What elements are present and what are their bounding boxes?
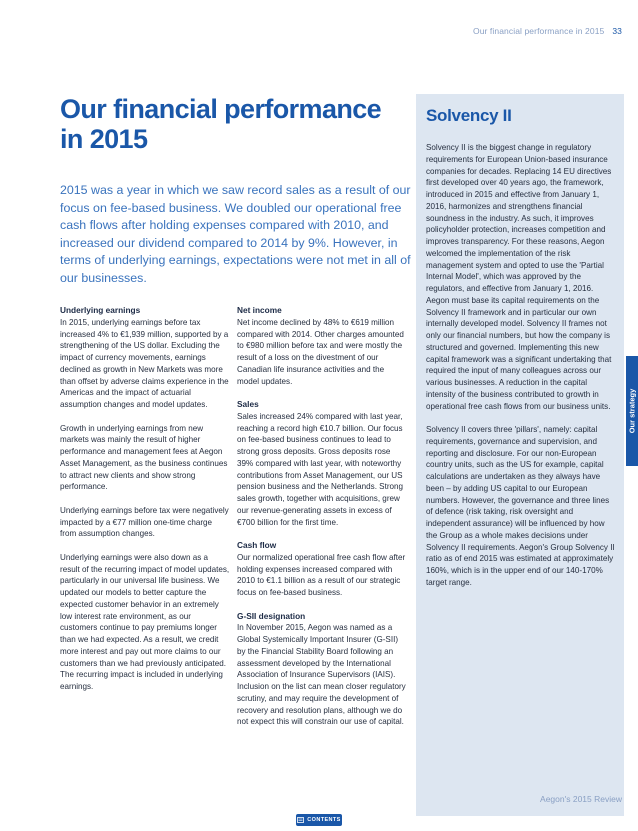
page-number: 33 (612, 26, 622, 36)
left-paragraph: In 2015, underlying earnings before tax increased 4% to €1,939 million, supported by a strengthening of the US dollar. Excluding the impact of currency movements, earnings declined as growth in New Markets was more than offset by adverse claims experience in the Americas and the impact of actuarial assumption changes and model updates. (60, 317, 229, 409)
left-paragraph: Growth in underlying earnings from new markets was mainly the result of higher performance and management fees at Aegon Asset Management, as the business continues to attract new clients and show strong performance. (60, 423, 228, 492)
running-header (473, 26, 622, 36)
intro-paragraph: 2015 was a year in which we saw record sales as a result of our focus on fee-based business. We doubled our operational free cash flows after holding expenses compared with 2010, and increased our dividend compared to 2014 by 9%. However, in terms of underlying earnings, expectations were not met in all of our businesses. (60, 183, 411, 285)
left-column (60, 305, 230, 705)
net-income-heading: Net income (237, 305, 282, 315)
net-income-text: Net income declined by 48% to €619 million compared with 2014. Other charges amounted to €980 million before tax and were mostly the result of a loss on the divestment of our Canadian life insurance activities and the model updates. (237, 317, 404, 386)
sales-heading: Sales (237, 399, 259, 409)
left-paragraph: Underlying earnings before tax were negatively impacted by a €77 million one-time charge from assumption changes. (60, 505, 229, 539)
header-section-title: Our financial performance in 2015 (473, 26, 605, 36)
sidebar-title: Solvency II (426, 106, 512, 125)
sidebar-body (426, 142, 616, 600)
sales-text: Sales increased 24% compared with last year, reaching a record high €10.7 billion. Our focus on fee-based business continues to lead to strong gross deposits. Gross deposits rose 39% compared with last year, with noteworthy contributions from Asset Management, our US pension business and the Netherlands. Strong sales growth, together with acquisitions, grew our revenue-generating assets in excess of €700 billion for the first time. (237, 411, 404, 527)
contents-label: CONTENTS (307, 817, 341, 823)
contents-button[interactable] (296, 814, 342, 826)
left-paragraph: Underlying earnings were also down as a result of the recurring impact of model updates, particularly in our universal life business. We updated our models to better capture the expected customer behavior in an extremely low interest rate environment, as our customers continue to pay premiums longer than we had expected. As a result, we credit more interest and pay out more claims to our customers than we had previously anticipated. The recurring impact is included in underlying earnings. (60, 552, 230, 691)
our-strategy-tab[interactable] (626, 356, 638, 466)
cash-flow-text: Our normalized operational free cash flow after holding expenses increased compared with 2010 to €1.1 billion as a result of our strategic focus on fee-based business. (237, 552, 406, 597)
tab-label: Our strategy (627, 388, 637, 434)
underlying-earnings-heading: Underlying earnings (60, 305, 141, 315)
gsii-heading: G-SII designation (237, 610, 306, 621)
sidebar-paragraph: Solvency II is the biggest change in regulatory requirements for European Union-based insurance companies for decades. Replacing 14 EU directives first developed over 40 years ago, the framework, introduced in 2015 and effective from January 1, 2016, harmonizes and strengthens financial soundness in the industry. As such, it improves policyholder protection, increases competition and improves transparency. For these reasons, Aegon welcomed the implementation of the risk management system and opted to use the 'Partial Internal Model', which was approved by the regulators, and effective from January 1, 2016. Aegon must base its capital requirements on the Solvency II framework and in particular our own internally developed model. Solvency II frames not only our financial numbers, but how the company is structured and governed. Implementing this new capital framework was a significant undertaking that required the input of many colleagues across our various businesses. A reduction in the capital intensity of the business contributed to growth in operational free cash flows from our business units. (426, 143, 612, 411)
sidebar-paragraph: Solvency II covers three 'pillars', namely: capital requirements, governance and supervision, and reporting and disclosure. For our non-European country units, such as the US for example, capital calculations are undertaken as they always have been – by adding US capital to our European numbers. However, the governance and three lines of defence (risk taking, risk oversight and independent assurance) will be influenced by how the Group as a whole makes decisions under Solvency II requirements. Aegon's Group Solvency II ratio as of end 2015 was estimated at approximately 160%, which is in the upper end of our 140-170% target range. (426, 425, 615, 587)
page-title: Our financial performance in 2015 (60, 94, 382, 154)
gsii-text: In November 2015, Aegon was named as a Global Systemically Important Insurer (G-SII) by the Financial Stability Board following an assessment developed by the International Association of Insurance Supervisors (IAIS). Inclusion on the list can mean closer regulatory scrutiny, and may require the development of recovery and resolution plans, although we do not expect this will constrain our use of capital. (237, 623, 406, 727)
document-icon (297, 817, 304, 823)
cash-flow-heading: Cash flow (237, 540, 277, 550)
report-name: Aegon's 2015 Review (540, 794, 622, 804)
solvency-ii-sidebar (416, 94, 624, 816)
right-column (237, 305, 407, 740)
